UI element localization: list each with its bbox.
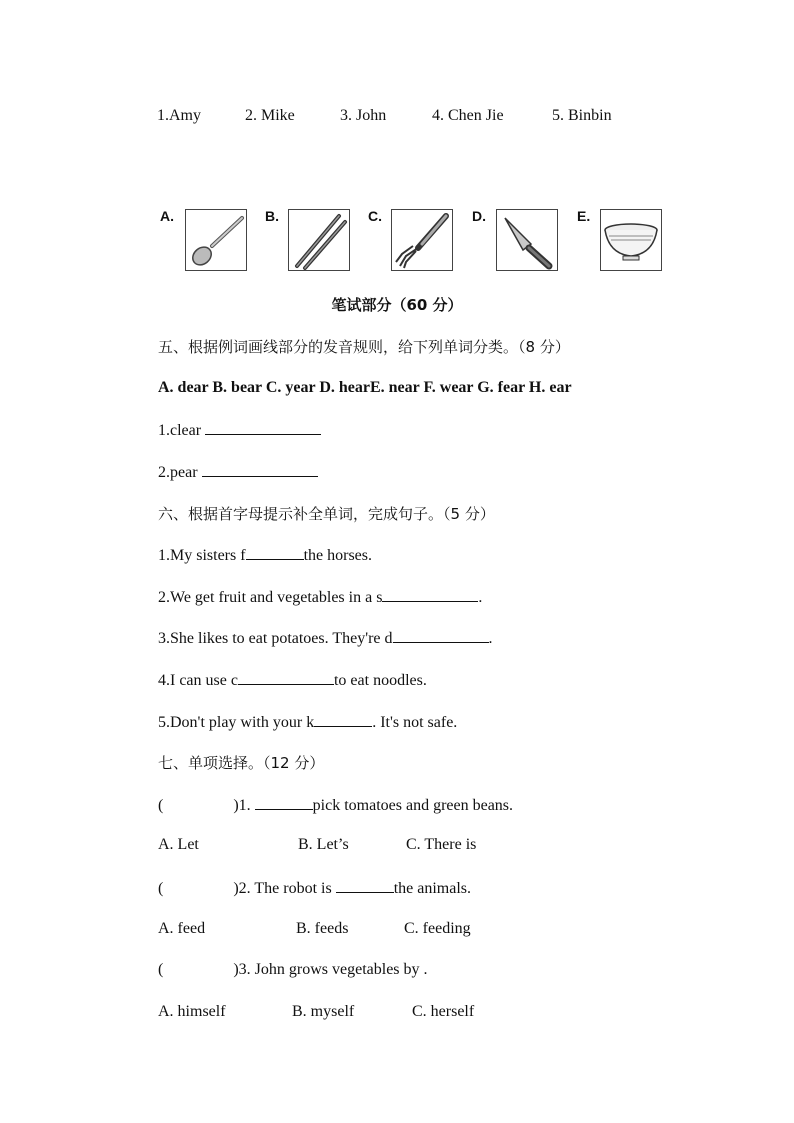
question-text: the animals. bbox=[393, 880, 471, 897]
question-text: . bbox=[488, 630, 493, 647]
name-item: 5. Binbin bbox=[552, 107, 612, 124]
picture-label: C. bbox=[368, 208, 382, 224]
name-item: 2. Mike bbox=[245, 107, 295, 124]
section6-question-2 bbox=[158, 587, 482, 607]
option-c[interactable]: C. herself bbox=[412, 1003, 475, 1020]
option-a[interactable]: A. Let bbox=[158, 836, 199, 853]
question-text: the horses. bbox=[303, 547, 372, 564]
question-text: to eat noodles. bbox=[333, 672, 427, 689]
option-c[interactable]: C. There is bbox=[406, 836, 477, 853]
section6-question-5 bbox=[158, 712, 457, 732]
answer-blank[interactable] bbox=[393, 628, 489, 643]
section-title: 笔试部分（60 分） bbox=[331, 296, 463, 314]
question-text: 5.Don't play with your k bbox=[158, 714, 315, 731]
section7-heading: 七、单项选择。（12 分） bbox=[158, 754, 325, 772]
picture-label: D. bbox=[472, 208, 486, 224]
question-text: 1.clear bbox=[158, 422, 202, 439]
section5-heading: 五、根据例词画线部分的发音规则，给下列单词分类。（8 分） bbox=[158, 338, 570, 356]
spoon-icon bbox=[185, 209, 247, 271]
question-number: )1. bbox=[233, 797, 251, 814]
question-text: pick tomatoes and green beans. bbox=[312, 797, 514, 814]
section5-question-1 bbox=[158, 420, 321, 440]
picture-label: A. bbox=[160, 208, 174, 224]
answer-blank[interactable] bbox=[246, 545, 304, 560]
question-text: 2.We get fruit and vegetables in a s bbox=[158, 589, 383, 606]
section7-question-1 bbox=[158, 795, 513, 815]
picture-label: B. bbox=[265, 208, 279, 224]
question-number: )3. John grows vegetables by . bbox=[233, 961, 428, 978]
answer-blank[interactable] bbox=[314, 712, 372, 727]
option-c[interactable]: C. feeding bbox=[404, 920, 471, 937]
name-item: 1.Amy bbox=[157, 107, 201, 124]
section6-question-1 bbox=[158, 545, 372, 565]
section5-word-list: A. dear B. bear C. year D. hearE. near F. wear G. fear H. ear bbox=[158, 379, 572, 396]
question-text: . It's not safe. bbox=[372, 714, 458, 731]
picture-label: E. bbox=[577, 208, 591, 224]
bracket-open: ( bbox=[158, 880, 164, 897]
name-item: 3. John bbox=[340, 107, 387, 124]
chopsticks-icon bbox=[288, 209, 350, 271]
bracket-open: ( bbox=[158, 961, 164, 978]
option-a[interactable]: A. feed bbox=[158, 920, 206, 937]
option-b[interactable]: B. myself bbox=[292, 1003, 355, 1020]
section7-question-2 bbox=[158, 878, 471, 898]
answer-blank[interactable] bbox=[202, 462, 318, 477]
question-text: 1.My sisters f bbox=[158, 547, 246, 564]
answer-blank[interactable] bbox=[382, 587, 478, 602]
answer-blank[interactable] bbox=[336, 878, 394, 893]
section7-question-3 bbox=[158, 961, 428, 979]
fork-icon bbox=[391, 209, 453, 271]
option-a[interactable]: A. himself bbox=[158, 1003, 226, 1020]
knife-icon bbox=[496, 209, 558, 271]
question-text: . bbox=[478, 589, 483, 606]
section5-question-2 bbox=[158, 462, 318, 482]
name-item: 4. Chen Jie bbox=[432, 107, 504, 124]
answer-blank[interactable] bbox=[205, 420, 321, 435]
section6-heading: 六、根据首字母提示补全单词，完成句子。（5 分） bbox=[158, 505, 495, 523]
question-number: )2. The robot is bbox=[233, 880, 332, 897]
question-text: 2.pear bbox=[158, 464, 198, 481]
question-text: 4.I can use c bbox=[158, 672, 238, 689]
option-b[interactable]: B. Let’s bbox=[298, 836, 349, 853]
bowl-icon bbox=[600, 209, 662, 271]
answer-blank[interactable] bbox=[238, 670, 334, 685]
answer-blank[interactable] bbox=[255, 795, 313, 810]
option-b[interactable]: B. feeds bbox=[296, 920, 349, 937]
section6-question-3 bbox=[158, 628, 493, 648]
question-text: 3.She likes to eat potatoes. They're d bbox=[158, 630, 393, 647]
bracket-open: ( bbox=[158, 797, 164, 814]
section6-question-4 bbox=[158, 670, 427, 690]
